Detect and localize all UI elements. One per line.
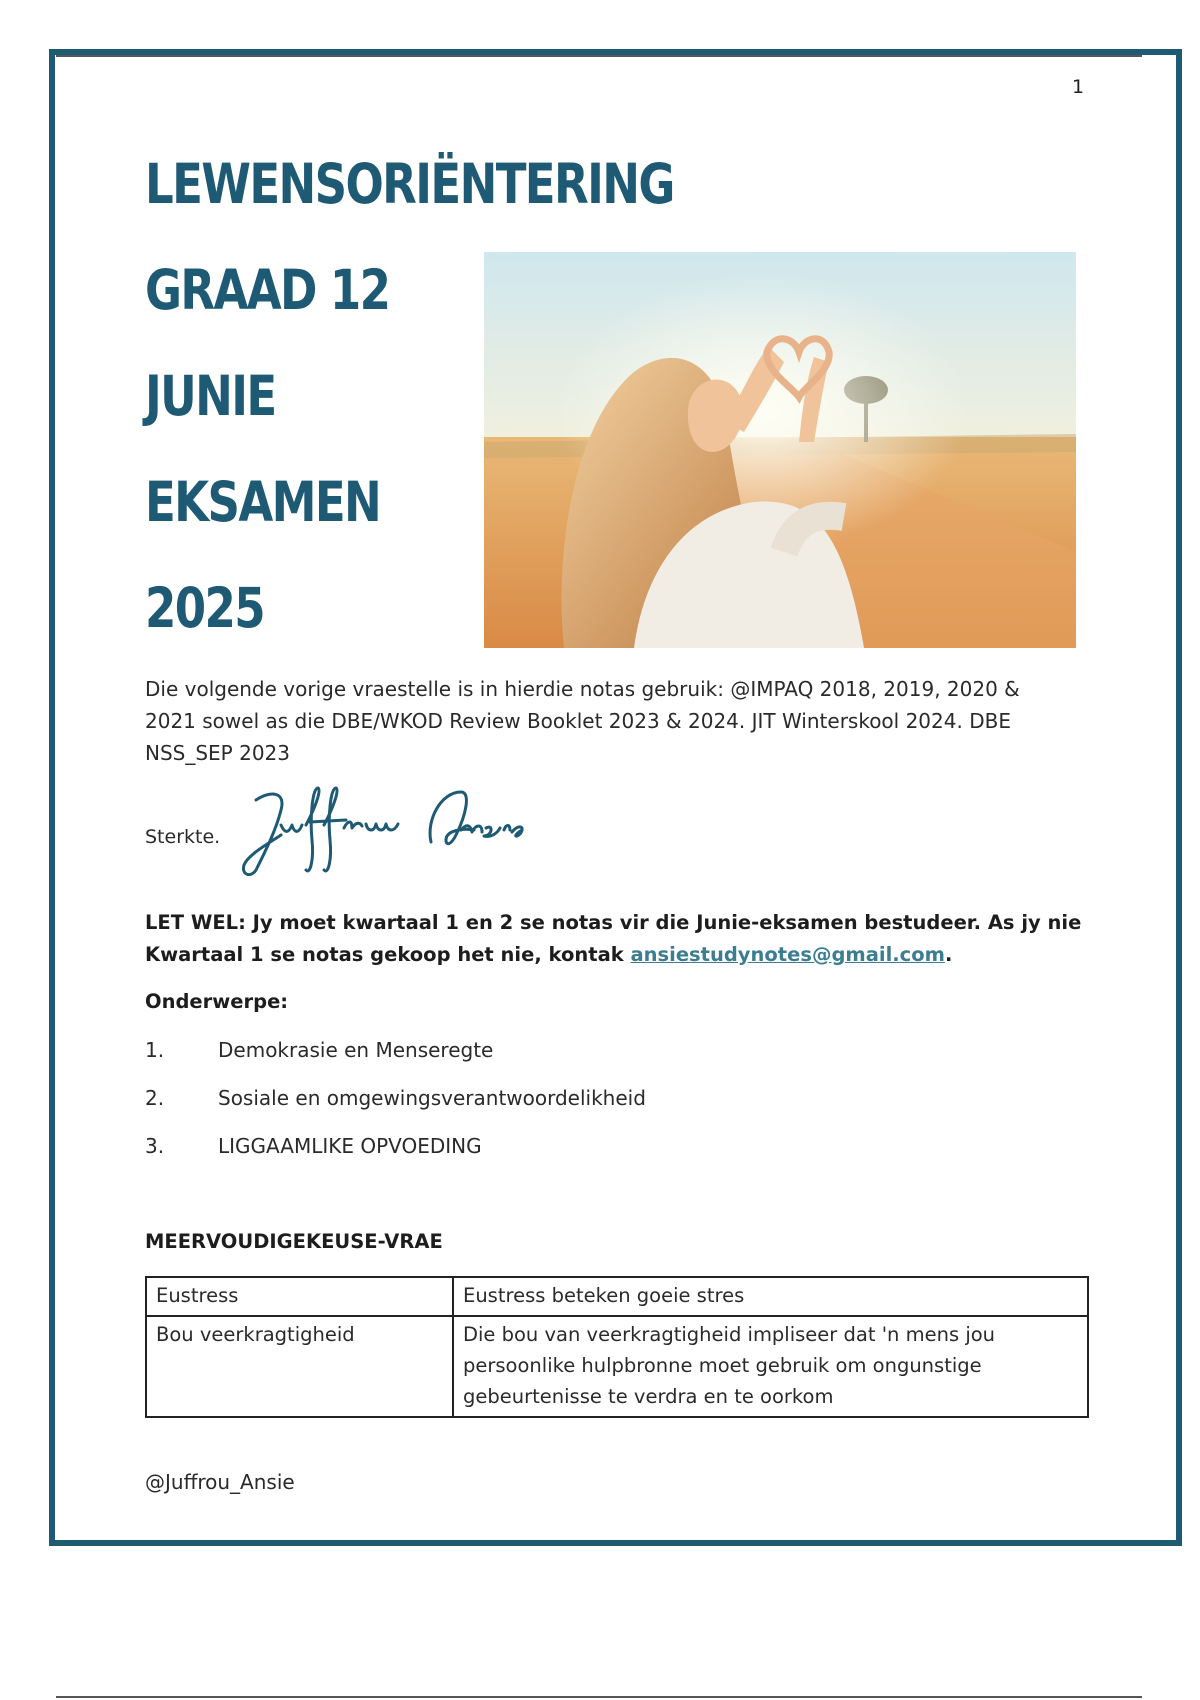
list-item-number: 2. bbox=[145, 1086, 165, 1110]
intro-paragraph: Die volgende vorige vraestelle is in hierdie notas gebruik: @IMPAQ 2018, 2019, 2020 & 2021 sowel as die DBE/WKOD Review Booklet 2023 & 2024. JIT Winterskool 2024. DBE NSS_SEP 2023 bbox=[145, 677, 1020, 765]
list-item-label: Sosiale en omgewingsverantwoordelikheid bbox=[218, 1086, 646, 1110]
handwritten-signature bbox=[226, 780, 526, 880]
list-item-label: LIGGAAMLIKE OPVOEDING bbox=[218, 1134, 482, 1158]
page-number: 1 bbox=[1072, 76, 1085, 98]
girl-heart-hands-photo bbox=[484, 252, 1076, 648]
sterkte-text: Sterkte. bbox=[145, 826, 221, 848]
title-line-subject: LEWENSORIËNTERING bbox=[145, 152, 674, 216]
topics-heading: Onderwerpe: bbox=[145, 990, 289, 1013]
top-divider bbox=[56, 55, 1142, 57]
mcq-table bbox=[145, 1276, 1089, 1418]
list-item bbox=[145, 1086, 845, 1110]
title-line-grade: GRAAD 12 bbox=[145, 258, 390, 322]
title-line-exam: EKSAMEN bbox=[145, 470, 381, 534]
title-line-month: JUNIE bbox=[145, 364, 276, 428]
email-link[interactable]: ansiestudynotes@gmail.com bbox=[630, 943, 945, 966]
note-end: . bbox=[944, 943, 953, 966]
note-paragraph bbox=[145, 907, 1085, 971]
footer-handle: @Juffrou_Ansie bbox=[145, 1470, 295, 1494]
table-cell-term: Eustress bbox=[146, 1277, 453, 1316]
bottom-divider bbox=[56, 1696, 1142, 1698]
list-item-number: 1. bbox=[145, 1038, 165, 1062]
list-item bbox=[145, 1038, 845, 1062]
mcq-heading: MEERVOUDIGEKEUSE-VRAE bbox=[145, 1230, 443, 1253]
table-cell-definition: Die bou van veerkragtigheid impliseer dat 'n mens jou persoonlike hulpbronne moet gebruik om ongunstige gebeurtenisse te verdra en te oorkom bbox=[453, 1316, 1088, 1417]
table-cell-term: Bou veerkragtigheid bbox=[146, 1316, 453, 1417]
table-cell-definition: Eustress beteken goeie stres bbox=[453, 1277, 1088, 1316]
note-text: LET WEL: Jy moet kwartaal 1 en 2 se notas vir die Junie-eksamen bestudeer. As jy nie Kwartaal 1 se notas gekoop het nie, kontak bbox=[145, 911, 1082, 966]
title-line-year: 2025 bbox=[145, 576, 264, 640]
table-row bbox=[146, 1277, 1088, 1316]
list-item-number: 3. bbox=[145, 1134, 165, 1158]
table-row bbox=[146, 1316, 1088, 1417]
list-item-label: Demokrasie en Menseregte bbox=[218, 1038, 494, 1062]
list-item bbox=[145, 1134, 845, 1158]
